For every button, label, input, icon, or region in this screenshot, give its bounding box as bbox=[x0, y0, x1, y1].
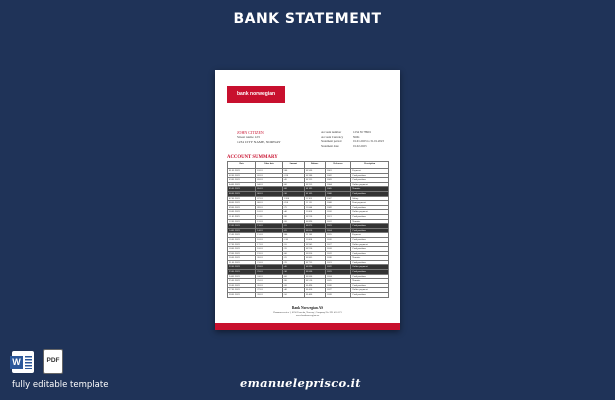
table-cell: Card purchase bbox=[351, 178, 389, 183]
table-cell: Card purchase bbox=[351, 251, 389, 256]
table-cell: 11 000 bbox=[304, 210, 325, 215]
table-cell: 14.01 bbox=[256, 228, 282, 233]
table-cell: -80 bbox=[282, 251, 304, 256]
table-cell: 17.01 bbox=[256, 242, 282, 247]
transactions-body bbox=[228, 169, 389, 298]
table-cell: 11 110 bbox=[304, 233, 325, 238]
table-cell: 1002 bbox=[325, 173, 350, 178]
table-cell: 10 380 bbox=[304, 173, 325, 178]
table-cell: Card purchase bbox=[351, 274, 389, 279]
table-cell: 28.01 bbox=[256, 293, 282, 298]
table-cell: 1020 bbox=[325, 256, 350, 261]
table-cell: 1001 bbox=[325, 169, 350, 174]
table-cell: 1022 bbox=[325, 265, 350, 270]
table-cell: 23.01 bbox=[256, 270, 282, 275]
table-cell: 10 910 bbox=[304, 247, 325, 252]
table-cell: -30 bbox=[282, 270, 304, 275]
table-cell: Transfer bbox=[351, 256, 389, 261]
transactions-table bbox=[227, 161, 389, 298]
table-cell: 10 165 bbox=[304, 191, 325, 196]
table-cell: 1011 bbox=[325, 214, 350, 219]
table-cell: 26.01 bbox=[256, 283, 282, 288]
table-cell: 1025 bbox=[325, 279, 350, 284]
column-header: Balance bbox=[304, 162, 325, 169]
table-cell: 10 490 bbox=[304, 283, 325, 288]
table-cell: 17.01.2023 bbox=[228, 242, 256, 247]
table-cell: -60 bbox=[282, 187, 304, 192]
table-cell: 03.01 bbox=[256, 178, 282, 183]
table-cell: -20 bbox=[282, 283, 304, 288]
table-cell: 1023 bbox=[325, 270, 350, 275]
table-cell: 10.01 bbox=[256, 210, 282, 215]
table-cell: 10 945 bbox=[304, 242, 325, 247]
table-cell: -45 bbox=[282, 265, 304, 270]
table-cell: 12.01 bbox=[256, 219, 282, 224]
column-header: Value date bbox=[256, 162, 282, 169]
table-cell: Transfer bbox=[351, 219, 389, 224]
table-cell: 1018 bbox=[325, 247, 350, 252]
table-cell: 10 735 bbox=[304, 260, 325, 265]
account-info-row: Account number 1234 56 78901 bbox=[321, 130, 371, 134]
table-cell: 13.01 bbox=[256, 224, 282, 229]
table-cell: 27.01.2023 bbox=[228, 288, 256, 293]
table-cell: -80 bbox=[282, 182, 304, 187]
table-cell: 1005 bbox=[325, 187, 350, 192]
table-cell: -40 bbox=[282, 288, 304, 293]
table-cell: 28.01.2023 bbox=[228, 293, 256, 298]
column-header: Amount bbox=[282, 162, 304, 169]
table-cell: 19.01 bbox=[256, 251, 282, 256]
table-cell: 05.01 bbox=[256, 187, 282, 192]
table-cell: -55 bbox=[282, 242, 304, 247]
table-cell: 11 115 bbox=[304, 201, 325, 206]
table-cell: -75 bbox=[282, 205, 304, 210]
table-cell: 500 bbox=[282, 169, 304, 174]
table-cell: 10 890 bbox=[304, 219, 325, 224]
table-cell: 22.01.2023 bbox=[228, 265, 256, 270]
table-cell: 10 810 bbox=[304, 228, 325, 233]
column-header: Date bbox=[228, 162, 256, 169]
table-cell: -45 bbox=[282, 178, 304, 183]
table-cell: Card purchase bbox=[351, 214, 389, 219]
table-cell: 1009 bbox=[325, 205, 350, 210]
table-cell: 11.01.2023 bbox=[228, 214, 256, 219]
table-cell: 01.01 bbox=[256, 169, 282, 174]
table-cell: 11 040 bbox=[304, 205, 325, 210]
table-cell: 24.01.2023 bbox=[228, 274, 256, 279]
table-cell: Card purchase bbox=[351, 191, 389, 196]
table-cell: 07.01 bbox=[256, 196, 282, 201]
table-cell: 10 600 bbox=[304, 274, 325, 279]
table-cell: 15.01.2023 bbox=[228, 233, 256, 238]
table-cell: 13.01.2023 bbox=[228, 224, 256, 229]
table-cell: Rent payment bbox=[351, 201, 389, 206]
table-cell: 10 910 bbox=[304, 214, 325, 219]
account-summary-title: ACCOUNT SUMMARY bbox=[227, 155, 278, 160]
table-cell: 10 660 bbox=[304, 270, 325, 275]
bank-name: Bank Norwegian AS bbox=[291, 306, 324, 310]
table-cell: 1006 bbox=[325, 191, 350, 196]
table-cell: 21.01 bbox=[256, 260, 282, 265]
table-cell: Card purchase bbox=[351, 205, 389, 210]
table-cell: 10 255 bbox=[304, 182, 325, 187]
table-cell: 11 000 bbox=[304, 237, 325, 242]
table-cell: -25 bbox=[282, 256, 304, 261]
table-cell: Card purchase bbox=[351, 270, 389, 275]
table-cell: 1008 bbox=[325, 201, 350, 206]
table-cell: 25.01.2023 bbox=[228, 279, 256, 284]
footer-bar bbox=[215, 323, 400, 330]
column-header: Reference bbox=[325, 162, 350, 169]
table-cell: 11 365 bbox=[304, 196, 325, 201]
table-cell: 19.01.2023 bbox=[228, 251, 256, 256]
table-cell: 08.01.2023 bbox=[228, 201, 256, 206]
table-cell: Card purchase bbox=[351, 237, 389, 242]
table-cell: 1014 bbox=[325, 228, 350, 233]
table-cell: 06.01 bbox=[256, 191, 282, 196]
table-cell: 06.01.2023 bbox=[228, 191, 256, 196]
table-cell: -110 bbox=[282, 237, 304, 242]
table-cell: Online payment bbox=[351, 210, 389, 215]
statement-document bbox=[215, 70, 400, 330]
table-cell: 1028 bbox=[325, 293, 350, 298]
table-cell: 05.01.2023 bbox=[228, 187, 256, 192]
table-cell: Card purchase bbox=[351, 224, 389, 229]
table-cell: 10 830 bbox=[304, 251, 325, 256]
table-cell: 22.01 bbox=[256, 265, 282, 270]
table-cell: Card purchase bbox=[351, 260, 389, 265]
table-cell: 08.01 bbox=[256, 201, 282, 206]
table-cell: -70 bbox=[282, 260, 304, 265]
table-cell: 09.01.2023 bbox=[228, 205, 256, 210]
account-info-row: Account Currency NOK bbox=[321, 134, 360, 139]
table-cell: 1012 bbox=[325, 219, 350, 224]
bank-address: Drammensveien 1, 0250 Fornebu, Norway | Company No. 991 455 671 www.banknorwegian.no bbox=[273, 311, 342, 318]
brand-watermark: emanueleprisco.it bbox=[240, 376, 361, 390]
word-icon: W bbox=[12, 351, 34, 373]
table-row bbox=[228, 293, 389, 298]
table-cell: Online payment bbox=[351, 182, 389, 187]
table-cell: 01.01.2023 bbox=[228, 169, 256, 174]
table-cell: -250 bbox=[282, 201, 304, 206]
table-cell: Payment bbox=[351, 233, 389, 238]
table-cell: 18.01 bbox=[256, 247, 282, 252]
table-cell: 20.01.2023 bbox=[228, 256, 256, 261]
table-cell: 1004 bbox=[325, 182, 350, 187]
table-cell: 10 400 bbox=[304, 293, 325, 298]
page-title: BANK STATEMENT bbox=[233, 11, 382, 27]
table-cell: 10 510 bbox=[304, 279, 325, 284]
table-cell: Card purchase bbox=[351, 293, 389, 298]
table-cell: 1015 bbox=[325, 233, 350, 238]
table-cell: 1003 bbox=[325, 178, 350, 183]
table-cell: 1013 bbox=[325, 224, 350, 229]
table-cell: 04.01.2023 bbox=[228, 182, 256, 187]
holder-street: Street name 123 bbox=[237, 135, 260, 139]
account-holder bbox=[237, 130, 281, 145]
table-cell: Card purchase bbox=[351, 283, 389, 288]
table-cell: 10.01.2023 bbox=[228, 210, 256, 215]
table-cell: 300 bbox=[282, 233, 304, 238]
table-cell: Transfer bbox=[351, 187, 389, 192]
table-cell: Payment bbox=[351, 169, 389, 174]
table-cell: 16.01.2023 bbox=[228, 237, 256, 242]
account-info-row: Statement period 01.01.2023 to 31.01.2023 bbox=[321, 139, 384, 144]
table-cell: -90 bbox=[282, 214, 304, 219]
table-cell: 1026 bbox=[325, 283, 350, 288]
table-cell: -90 bbox=[282, 279, 304, 284]
table-cell: 1007 bbox=[325, 196, 350, 201]
table-cell: 23.01.2023 bbox=[228, 270, 256, 275]
table-cell: 25.01 bbox=[256, 279, 282, 284]
table-cell: 1024 bbox=[325, 274, 350, 279]
table-cell: 1017 bbox=[325, 242, 350, 247]
table-cell: 12.01.2023 bbox=[228, 219, 256, 224]
table-cell: 10 500 bbox=[304, 169, 325, 174]
column-header: Description bbox=[351, 162, 389, 169]
table-cell: 10 875 bbox=[304, 224, 325, 229]
table-cell: -60 bbox=[282, 274, 304, 279]
editable-template-caption: fully editable template bbox=[12, 380, 109, 390]
account-info-row: Statement date 01.02.2023 bbox=[321, 143, 367, 148]
table-cell: 10 690 bbox=[304, 265, 325, 270]
table-cell: 11.01 bbox=[256, 214, 282, 219]
table-cell: 09.01 bbox=[256, 205, 282, 210]
table-cell: 1010 bbox=[325, 210, 350, 215]
table-cell: 1027 bbox=[325, 288, 350, 293]
table-cell: 20.01 bbox=[256, 256, 282, 261]
table-cell: Card purchase bbox=[351, 228, 389, 233]
table-cell: 10 450 bbox=[304, 288, 325, 293]
table-cell: 02.01.2023 bbox=[228, 173, 256, 178]
table-cell: 24.01 bbox=[256, 274, 282, 279]
table-cell: 04.01 bbox=[256, 182, 282, 187]
holder-name: JOHN CITIZEN bbox=[237, 130, 264, 135]
table-cell: 14.01.2023 bbox=[228, 228, 256, 233]
table-cell: 1021 bbox=[325, 260, 350, 265]
table-cell: 10 805 bbox=[304, 256, 325, 261]
pdf-icon: PDF bbox=[43, 349, 63, 374]
table-cell: 02.01 bbox=[256, 173, 282, 178]
table-cell: -30 bbox=[282, 191, 304, 196]
table-cell: Online payment bbox=[351, 265, 389, 270]
table-cell: Card purchase bbox=[351, 173, 389, 178]
table-cell: -40 bbox=[282, 210, 304, 215]
table-header-row bbox=[228, 162, 389, 169]
table-cell: 27.01 bbox=[256, 288, 282, 293]
table-cell: 18.01.2023 bbox=[228, 247, 256, 252]
table-cell: Salary bbox=[351, 196, 389, 201]
table-cell: Online payment bbox=[351, 242, 389, 247]
table-cell: -120 bbox=[282, 173, 304, 178]
account-info bbox=[321, 130, 384, 148]
table-cell: 21.01.2023 bbox=[228, 260, 256, 265]
table-cell: Online payment bbox=[351, 288, 389, 293]
table-cell: -65 bbox=[282, 228, 304, 233]
table-cell: -20 bbox=[282, 219, 304, 224]
table-cell: 1016 bbox=[325, 237, 350, 242]
table-cell: -35 bbox=[282, 247, 304, 252]
table-cell: 15.01 bbox=[256, 233, 282, 238]
table-cell: 1019 bbox=[325, 251, 350, 256]
bank-logo: bank norwegian bbox=[227, 86, 285, 103]
table-cell: -15 bbox=[282, 224, 304, 229]
table-cell: 26.01.2023 bbox=[228, 283, 256, 288]
table-cell: 03.01.2023 bbox=[228, 178, 256, 183]
table-cell: 10 195 bbox=[304, 187, 325, 192]
table-cell: 16.01 bbox=[256, 237, 282, 242]
table-cell: -50 bbox=[282, 293, 304, 298]
holder-city: 1234 CITY NAME, NORWAY bbox=[237, 140, 281, 144]
table-cell: 10 335 bbox=[304, 178, 325, 183]
table-cell: 07.01.2023 bbox=[228, 196, 256, 201]
table-cell: 1 200 bbox=[282, 196, 304, 201]
table-cell: Card purchase bbox=[351, 247, 389, 252]
table-cell: Transfer bbox=[351, 279, 389, 284]
